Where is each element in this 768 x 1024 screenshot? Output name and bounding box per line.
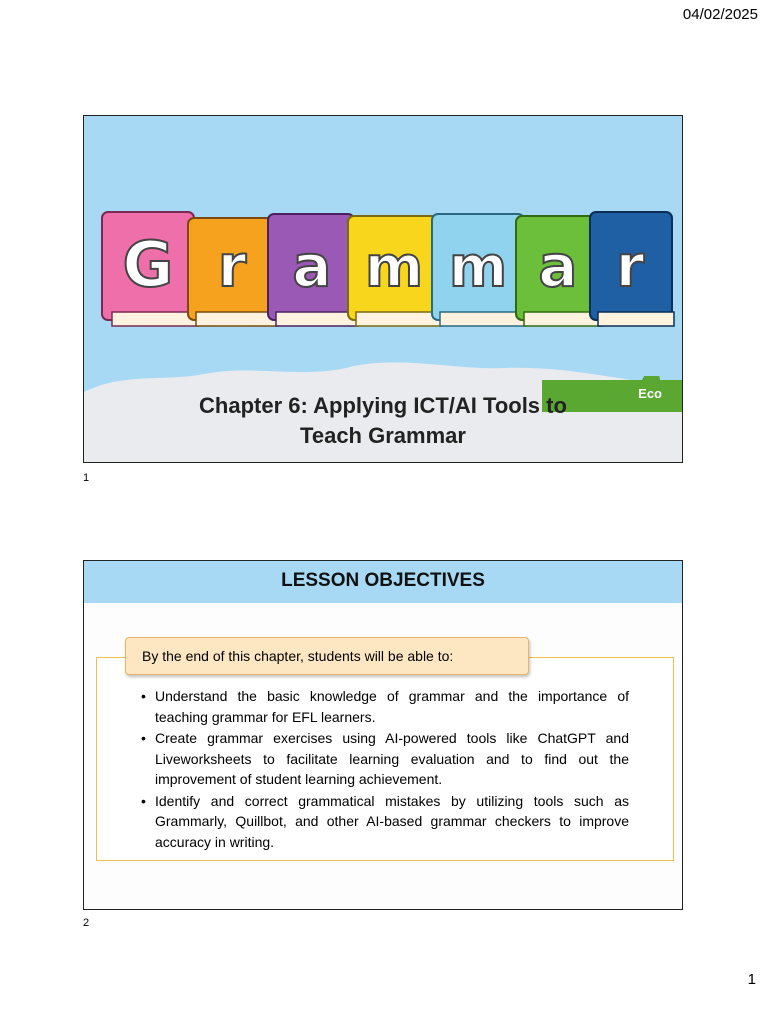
book-r1 [188,218,278,326]
grammar-books-banner [92,204,676,334]
letter-a-2: a [538,232,578,300]
slide-1-number: 1 [83,472,90,484]
objective-item: • Identify and correct grammatical mistakes by utilizing tools such as Grammarly, Quillbot, and other AI-based grammar checkers to improve accuracy in writing. [143,791,629,853]
slide-1-title [83,115,683,463]
objectives-list [97,658,673,852]
objectives-callout: By the end of this chapter, students will be able to: [125,637,529,675]
book-a1 [268,214,358,326]
letter-m: m [364,235,424,300]
objective-item: • Create grammar exercises using AI-powered tools like ChatGPT and Liveworksheets to facilitate learning evaluation and to find out the improvement of student learning achievement. [143,728,629,790]
title-line-1: Chapter 6: Applying ICT/AI Tools to [199,393,567,418]
slide-2-number: 2 [83,917,90,929]
date-header: 04/02/2025 [682,6,758,23]
letter-a: a [292,232,332,300]
letter-r: r [217,232,247,300]
slide-1-title-text [84,391,682,451]
objectives-box [96,657,674,861]
logo-text: Eco [638,386,662,401]
objectives-heading: LESSON OBJECTIVES [84,561,682,603]
book-r2 [590,212,674,326]
letter-m-2: m [448,235,508,300]
book-m1 [348,216,442,326]
letter-r-2: r [615,232,645,300]
letter-G: G [122,228,174,301]
book-G [102,212,198,326]
slide-2-objectives [83,560,683,910]
page-number: 1 [747,971,756,988]
title-line-2: Teach Grammar [300,423,466,448]
objective-item: • Understand the basic knowledge of grammar and the importance of teaching grammar for EFL learners. [143,686,629,727]
book-m2 [432,214,526,326]
